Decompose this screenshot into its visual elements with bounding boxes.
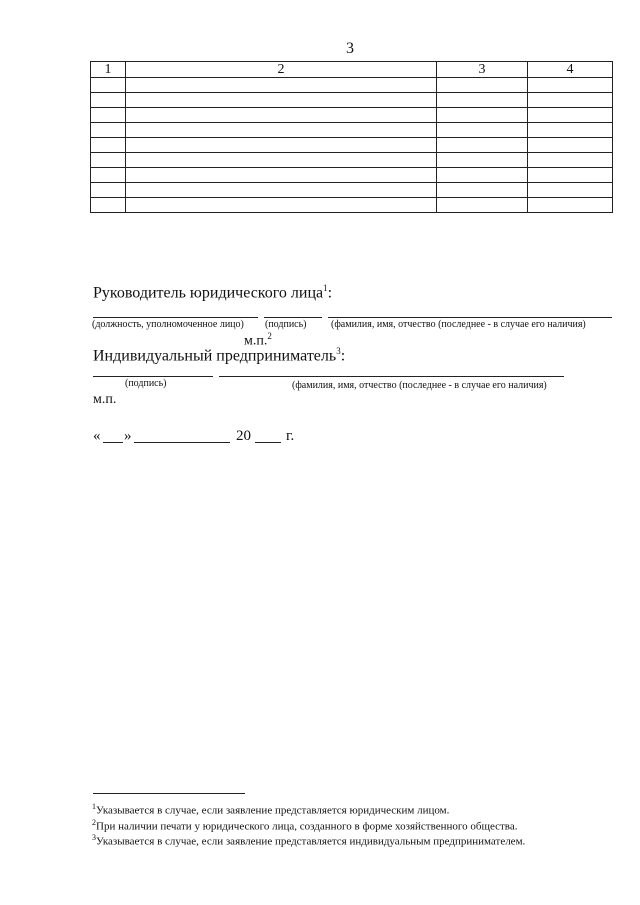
signature-field-line[interactable] (264, 317, 322, 318)
position-field-line[interactable] (93, 317, 258, 318)
table-cell[interactable] (91, 138, 126, 153)
table-cell[interactable] (528, 183, 613, 198)
fio-field-line[interactable] (328, 317, 612, 318)
table-cell[interactable] (528, 93, 613, 108)
table-cell[interactable] (437, 108, 528, 123)
stamp-label: м.п. (244, 333, 268, 349)
caption-position: (должность, уполномоченное лицо) (92, 319, 244, 330)
table-row (91, 153, 613, 168)
table-row (91, 183, 613, 198)
table-cell[interactable] (126, 123, 437, 138)
table-cell[interactable] (126, 93, 437, 108)
data-table (90, 61, 613, 213)
entrepreneur-stamp: м.п. (93, 392, 117, 407)
table-cell[interactable] (126, 198, 437, 213)
table-cell[interactable] (91, 123, 126, 138)
footnote-mark: 1 (92, 802, 96, 811)
table-cell[interactable] (528, 108, 613, 123)
table-cell[interactable] (126, 153, 437, 168)
page-number: 3 (346, 40, 354, 57)
table-header-cell: 1 (91, 62, 126, 78)
table-cell[interactable] (437, 198, 528, 213)
table-cell[interactable] (437, 168, 528, 183)
table-cell[interactable] (528, 168, 613, 183)
year-field-line[interactable] (255, 442, 281, 443)
footnote-mark: 2 (92, 818, 96, 827)
table-cell[interactable] (437, 78, 528, 93)
table-cell[interactable] (91, 153, 126, 168)
table-cell[interactable] (91, 108, 126, 123)
table-header-cell: 2 (126, 62, 437, 78)
table-row (91, 138, 613, 153)
table-row (91, 168, 613, 183)
table-cell[interactable] (437, 93, 528, 108)
footnote-text: При наличии печати у юридического лица, созданного в форме хозяйственного общества. (96, 820, 518, 833)
footnote-ref-2: 2 (267, 331, 272, 341)
date-close-quote: » (124, 428, 132, 444)
year-prefix: 20 (236, 428, 251, 444)
table-header-row (91, 62, 613, 78)
table-header-cell: 3 (437, 62, 528, 78)
table-cell[interactable] (91, 93, 126, 108)
caption-fio: (фамилия, имя, отчество (последнее - в случае его наличия) (331, 319, 586, 330)
footnote-separator (93, 793, 245, 794)
table-row (91, 108, 613, 123)
table-cell[interactable] (437, 138, 528, 153)
day-field-line[interactable] (103, 442, 123, 443)
legal-entity-heading (93, 283, 332, 302)
table-cell[interactable] (437, 183, 528, 198)
footnote-text: Указывается в случае, если заявление представляется юридическим лицом. (96, 804, 450, 817)
footnote-1 (92, 802, 449, 817)
table-cell[interactable] (437, 123, 528, 138)
year-suffix: г. (286, 428, 295, 444)
footnote-ref-1: 1 (323, 283, 328, 293)
date-open-quote: « (93, 428, 101, 444)
table-row (91, 93, 613, 108)
table-cell[interactable] (91, 168, 126, 183)
table-cell[interactable] (528, 198, 613, 213)
table-cell[interactable] (126, 183, 437, 198)
table-cell[interactable] (528, 153, 613, 168)
table-cell[interactable] (126, 168, 437, 183)
caption-signature: (подпись) (125, 378, 167, 389)
table-row (91, 123, 613, 138)
legal-entity-heading-text: Руководитель юридического лица (93, 284, 324, 302)
footnote-3 (92, 833, 525, 848)
table-cell[interactable] (126, 78, 437, 93)
entrepreneur-heading (93, 346, 345, 365)
heading-colon: : (340, 347, 346, 365)
month-field-line[interactable] (134, 442, 230, 443)
caption-fio: (фамилия, имя, отчество (последнее - в случае его наличия) (292, 380, 547, 391)
footnote-ref-3: 3 (336, 346, 341, 356)
table-row (91, 198, 613, 213)
footnote-2 (92, 818, 517, 833)
table-cell[interactable] (91, 78, 126, 93)
table-cell[interactable] (91, 198, 126, 213)
signature-field-line[interactable] (93, 376, 213, 377)
caption-signature: (подпись) (265, 319, 307, 330)
table-cell[interactable] (528, 123, 613, 138)
footnote-mark: 3 (92, 833, 96, 842)
table-cell[interactable] (126, 138, 437, 153)
entrepreneur-heading-text: Индивидуальный предприниматель (93, 347, 337, 365)
table-cell[interactable] (91, 183, 126, 198)
table-header-cell: 4 (528, 62, 613, 78)
table-cell[interactable] (528, 138, 613, 153)
table-row (91, 78, 613, 93)
heading-colon: : (327, 284, 333, 302)
table-cell[interactable] (528, 78, 613, 93)
table-cell[interactable] (126, 108, 437, 123)
table-cell[interactable] (437, 153, 528, 168)
fio-field-line[interactable] (219, 376, 564, 377)
footnote-text: Указывается в случае, если заявление представляется индивидуальным предпринимателем. (96, 835, 526, 848)
